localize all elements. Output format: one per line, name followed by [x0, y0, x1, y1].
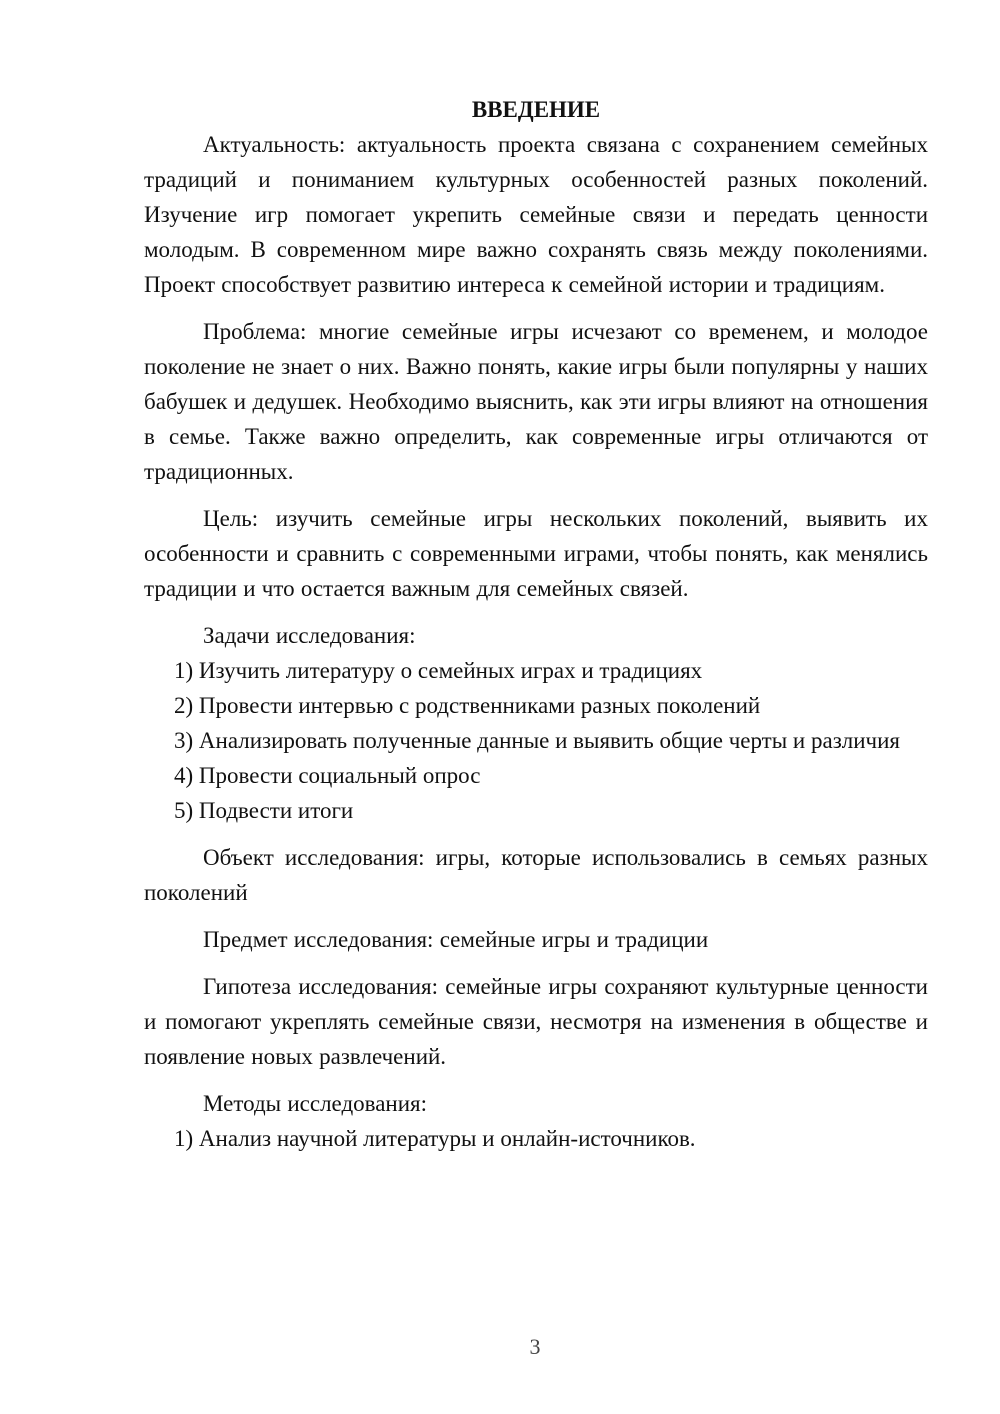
task-item: 4) Провести социальный опрос — [174, 763, 481, 788]
task-item: 3) Анализировать полученные данные и выявить общие черты и различия — [174, 728, 901, 753]
task-item: 5) Подвести итоги — [174, 798, 354, 823]
subject-paragraph: Предмет исследования: семейные игры и традиции — [203, 927, 709, 952]
methods-heading: Методы исследования: — [203, 1091, 428, 1116]
problem-paragraph: Проблема: многие семейные игры исчезают со временем, и молодое поколение не знает о них. Важно понять, какие игры были популярны у наших бабушек и дедушек. Необходимо выяснить, как эти игры влияют на отношения в семье. Также важно определить, как современные игры отличаются от традиционных. — [144, 319, 928, 484]
task-item: 2) Провести интервью с родственниками разных поколений — [174, 693, 761, 718]
goal-paragraph: Цель: изучить семейные игры нескольких поколений, выявить их особенности и сравнить с современными играми, чтобы понять, как менялись традиции и что остается важным для семейных связей. — [144, 506, 928, 601]
method-item: 1) Анализ научной литературы и онлайн-источников. — [174, 1126, 696, 1151]
task-item: 1) Изучить литературу о семейных играх и традициях — [174, 658, 703, 683]
relevance-paragraph: Актуальность: актуальность проекта связана с сохранением семейных традиций и пониманием культурных особенностей разных поколений. Изучение игр помогает укрепить семейные связи и передать ценности молодым. В современном мире важно сохранять связь между поколениями. Проект способствует развитию интереса к семейной истории и традициям. — [144, 132, 928, 297]
object-paragraph: Объект исследования: игры, которые использовались в семьях разных поколений — [144, 845, 928, 905]
hypothesis-paragraph: Гипотеза исследования: семейные игры сохраняют культурные ценности и помогают укреплять семейные связи, несмотря на изменения в обществе и появление новых развлечений. — [144, 974, 928, 1069]
page-title: ВВЕДЕНИЕ — [471, 97, 601, 122]
page-number: 3 — [529, 1334, 541, 1359]
page-content — [144, 92, 928, 1156]
tasks-heading: Задачи исследования: — [203, 623, 416, 648]
